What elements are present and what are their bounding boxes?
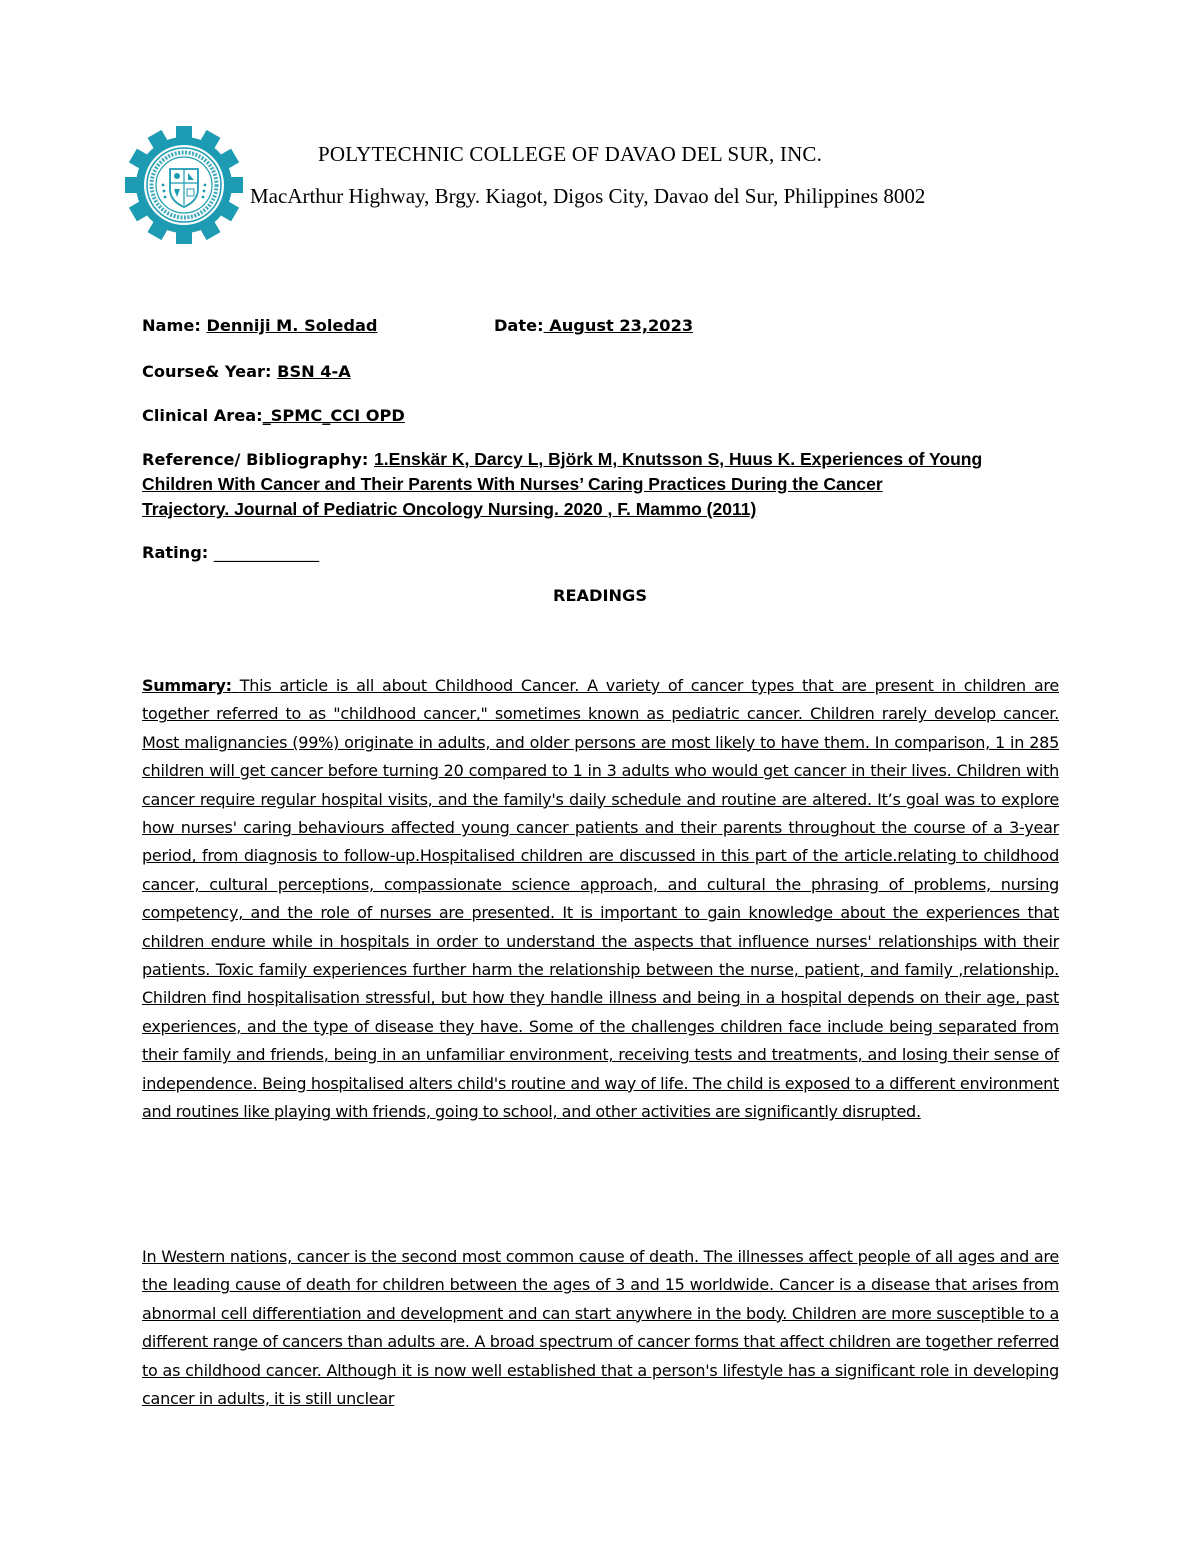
reference-line-1: 1.Enskär K, Darcy L, Björk M, Knutsson S, Huus K. Experiences of Young xyxy=(374,449,983,469)
body-paragraph-2: In Western nations, cancer is the second most common cause of death. The illnesses affect people of all ages and are the leading cause of death for children between the ages of 3 and 15 worldwide. Cancer is a disease that arises from abnormal cell differentiation and development and can start anywhere in the body. Children are more susceptible to a different range of cancers than adults are. A broad spectrum of cancer forms that affect children are together referred to as childhood cancer. Although it is now well established that a person's lifestyle has a significant role in developing cancer in adults, it is still unclear xyxy=(142,1247,1059,1409)
reference-line-3: Trajectory. Journal of Pediatric Oncology Nursing. 2020 , F. Mammo (2011) xyxy=(142,499,757,519)
clinical-area-value: _SPMC_CCI OPD xyxy=(262,406,405,425)
course-label: Course& Year: xyxy=(142,362,272,381)
section-title: READINGS xyxy=(552,586,647,605)
reference-label: Reference/ Bibliography: xyxy=(142,450,369,469)
rating-blank: _____________ xyxy=(213,543,320,562)
reference-row xyxy=(142,449,982,470)
school-name: POLYTECHNIC COLLEGE OF DAVAO DEL SUR, INC. xyxy=(318,142,823,166)
school-address: MacArthur Highway, Brgy. Kiagot, Digos City, Davao del Sur, Philippines 8002 xyxy=(250,184,926,208)
name-value: Denniji M. Soledad xyxy=(206,316,378,335)
summary-text: This article is all about Childhood Cancer. A variety of cancer types that are present in children are together referred to as "childhood cancer," sometimes known as pediatric cancer. Children rarely develop cancer. Most malignancies (99%) originate in adults, and older persons are most likely to have them. In comparison, 1 in 285 children will get cancer before turning 20 compared to 1 in 3 adults who would get cancer in their lives. Children with cancer require regular hospital visits, and the family's daily schedule and routine are altered. It’s goal was to explore how nurses' caring behaviours affected young cancer patients and their parents throughout the course of a 3-year period, from diagnosis to follow-up.Hospitalised children are discussed in this part of the article.relating to childhood cancer, cultural perceptions, compassionate science approach, and cultural the phrasing of problems, nursing competency, and the role of nurses are presented. It is important to gain knowledge about the experiences that children endure while in hospitals in order to understand the aspects that influence nurses' relationships with their patients. Toxic family experiences further harm the relationship between the nurse, patient, and family ,relationship. Children find hospitalisation stressful, but how they handle illness and being in a hospital depends on their age, past experiences, and the type of disease they have. Some of the challenges children face include being separated from their family and friends, being in an unfamiliar environment, receiving tests and treatments, and losing their sense of independence. Being hospitalised alters child's routine and way of life. The child is exposed to a different environment and routines like playing with friends, going to school, and other activities are significantly disrupted. xyxy=(142,676,1059,1122)
summary-label: Summary: xyxy=(142,676,232,695)
course-row xyxy=(142,362,351,381)
summary-paragraph xyxy=(142,672,1059,1127)
clinical-area-row xyxy=(142,406,405,425)
date-row xyxy=(494,316,693,335)
course-value: BSN 4-A xyxy=(277,362,351,381)
rating-label: Rating: xyxy=(142,543,209,562)
reference-line-2: Children With Cancer and Their Parents With Nurses’ Caring Practices During the Cancer xyxy=(142,474,883,494)
rating-row xyxy=(142,543,319,562)
name-label: Name: xyxy=(142,316,201,335)
date-label: Date: xyxy=(494,316,544,335)
name-row xyxy=(142,316,377,335)
clinical-area-label: Clinical Area: xyxy=(142,406,263,425)
school-seal-gear-icon xyxy=(124,126,248,244)
date-value: August 23,2023 xyxy=(543,316,694,335)
